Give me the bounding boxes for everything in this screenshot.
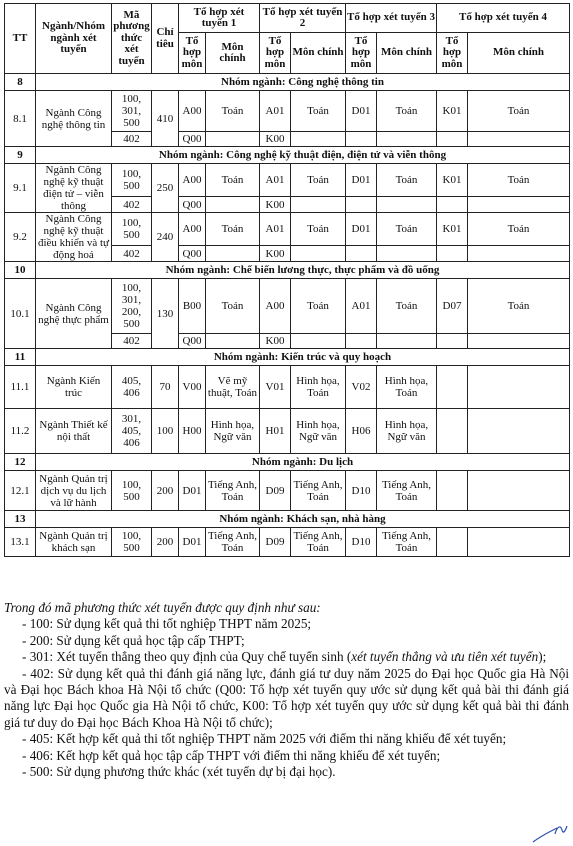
major-name: Ngành Công nghệ thông tin	[36, 91, 112, 147]
combo-code: K00	[260, 246, 291, 262]
empty-cell	[468, 409, 570, 454]
combo-subject: Tiếng Anh, Toán	[377, 471, 437, 511]
combo-subject: Tiếng Anh, Toán	[291, 471, 346, 511]
group-name: Nhóm ngành: Kiến trúc và quy hoạch	[36, 349, 570, 366]
group-name: Nhóm ngành: Công nghệ thông tin	[36, 74, 570, 91]
group-tt: 8	[5, 74, 36, 91]
combo-subject: Toán	[206, 91, 260, 132]
major-name: Ngành Quản trị khách sạn	[36, 528, 112, 557]
combo-code: D10	[346, 471, 377, 511]
major-quota: 240	[152, 213, 179, 262]
major-codes: 100, 500	[112, 213, 152, 246]
major-quota: 250	[152, 164, 179, 213]
group-row	[5, 511, 570, 528]
combo-code: Q00	[179, 197, 206, 213]
empty-cell	[377, 334, 437, 349]
header-to-hop-1: Tổ hợp xét tuyển 1	[179, 4, 260, 33]
combo-subject: Toán	[377, 213, 437, 246]
combo-subject	[206, 334, 260, 349]
combo-code: D01	[346, 213, 377, 246]
combo-code: A01	[260, 91, 291, 132]
group-name: Nhóm ngành: Du lịch	[36, 454, 570, 471]
note-402: - 402: Sử dụng kết quả thi đánh giá năng lực, đánh giá tư duy năm 2025 do Đại học Quốc gia Hà Nội và Đại học Bách khoa Hà Nội tổ chức (Q00: Tổ hợp xét tuyển quy ước sử dụng kết quả bài thi đánh giá năng lực Đại học Quốc gia Hà Nội tổ chức, K00: Tổ hợp xét tuyển quy ước sử dụng kết quả bài thi đánh giá tư duy do Đại học Bách Khoa Hà Nội tổ chức);	[4, 665, 569, 730]
combo-code: A00	[179, 91, 206, 132]
major-tt: 11.2	[5, 409, 36, 454]
group-tt: 10	[5, 262, 36, 279]
empty-cell	[468, 246, 570, 262]
combo-subject: Hình họa, Toán	[377, 366, 437, 409]
combo-code: D01	[179, 471, 206, 511]
combo-subject: Hình họa, Ngữ văn	[291, 409, 346, 454]
combo-subject: Hình họa, Toán	[291, 366, 346, 409]
major-tt: 13.1	[5, 528, 36, 557]
combo-code: A01	[346, 279, 377, 334]
combo-subject: Hình họa, Ngữ văn	[206, 409, 260, 454]
header-mon-chinh: Môn chính	[291, 33, 346, 74]
group-tt: 9	[5, 147, 36, 164]
combo-code: D09	[260, 528, 291, 557]
major-quota: 200	[152, 471, 179, 511]
combo-code: H01	[260, 409, 291, 454]
empty-cell	[377, 246, 437, 262]
combo-code: D09	[260, 471, 291, 511]
major-codes: 405, 406	[112, 366, 152, 409]
group-tt: 11	[5, 349, 36, 366]
combo-subject	[206, 132, 260, 147]
combo-code: A00	[179, 213, 206, 246]
major-codes: 100, 500	[112, 528, 152, 557]
major-name: Ngành Quản trị dịch vụ du lịch và lữ hành	[36, 471, 112, 511]
group-row	[5, 262, 570, 279]
major-tt: 9.1	[5, 164, 36, 213]
combo-code: K00	[260, 334, 291, 349]
combo-code: B00	[179, 279, 206, 334]
major-codes: 402	[112, 197, 152, 213]
group-row	[5, 349, 570, 366]
note-301-text: - 301: Xét tuyển thẳng theo quy định của Quy chế tuyển sinh (	[22, 649, 352, 665]
combo-subject: Toán	[468, 213, 570, 246]
empty-cell	[468, 366, 570, 409]
empty-cell	[377, 132, 437, 147]
note-301-end: );	[538, 649, 547, 665]
empty-cell	[468, 197, 570, 213]
empty-cell	[437, 197, 468, 213]
empty-cell	[468, 528, 570, 557]
header-to-hop-mon: Tổ hợp môn	[179, 33, 206, 74]
table-row	[5, 91, 570, 132]
header-to-hop-4: Tổ hợp xét tuyển 4	[437, 4, 570, 33]
admission-table	[4, 3, 570, 557]
empty-cell	[437, 471, 468, 511]
header-nganh: Ngành/Nhóm ngành xét tuyển	[36, 4, 112, 74]
major-quota: 130	[152, 279, 179, 349]
combo-subject: Toán	[206, 164, 260, 197]
combo-subject: Toán	[468, 164, 570, 197]
major-name: Ngành Công nghệ kỹ thuật điều khiển và tự động hoá	[36, 213, 112, 262]
note-301-italic: xét tuyển thẳng và ưu tiên xét tuyển	[351, 649, 539, 665]
major-tt: 11.1	[5, 366, 36, 409]
major-codes: 301, 405, 406	[112, 409, 152, 454]
header-to-hop-mon: Tổ hợp môn	[260, 33, 291, 74]
group-tt: 12	[5, 454, 36, 471]
combo-code: D10	[346, 528, 377, 557]
major-name: Ngành Công nghệ kỹ thuật điện tử – viễn thông	[36, 164, 112, 213]
header-to-hop-mon: Tổ hợp môn	[346, 33, 377, 74]
group-name: Nhóm ngành: Công nghệ kỹ thuật điện, điện tử và viễn thông	[36, 147, 570, 164]
note-301	[4, 649, 569, 665]
combo-subject: Toán	[291, 279, 346, 334]
note-100: - 100: Sử dụng kết quả thi tốt nghiệp THPT năm 2025;	[22, 616, 312, 632]
combo-subject	[291, 334, 346, 349]
combo-subject: Hình họa, Ngữ văn	[377, 409, 437, 454]
combo-code: D01	[346, 91, 377, 132]
empty-cell	[346, 246, 377, 262]
header-mon-chinh: Môn chính	[206, 33, 260, 74]
combo-code: K01	[437, 164, 468, 197]
combo-subject: Toán	[206, 279, 260, 334]
group-name: Nhóm ngành: Chế biến lương thực, thực phẩm và đồ uống	[36, 262, 570, 279]
major-tt: 9.2	[5, 213, 36, 262]
empty-cell	[468, 132, 570, 147]
major-name: Ngành Thiết kế nội thất	[36, 409, 112, 454]
combo-code: Q00	[179, 132, 206, 147]
combo-subject: Tiếng Anh, Toán	[206, 528, 260, 557]
combo-code: H06	[346, 409, 377, 454]
major-quota: 100	[152, 409, 179, 454]
combo-code: V02	[346, 366, 377, 409]
major-codes: 100, 301, 200, 500	[112, 279, 152, 334]
combo-code: D01	[346, 164, 377, 197]
table-row	[5, 471, 570, 511]
header-ma-phuong-thuc: Mã phương thức xét tuyển	[112, 4, 152, 74]
combo-subject	[291, 132, 346, 147]
combo-code: A01	[260, 164, 291, 197]
empty-cell	[437, 132, 468, 147]
empty-cell	[468, 471, 570, 511]
table-row	[5, 366, 570, 409]
note-405: - 405: Kết hợp kết quả thi tốt nghiệp THPT năm 2025 với điểm thi năng khiếu để xét tuyển;	[22, 731, 507, 747]
combo-subject: Toán	[291, 164, 346, 197]
major-quota: 410	[152, 91, 179, 147]
combo-subject: Tiếng Anh, Toán	[291, 528, 346, 557]
empty-cell	[346, 132, 377, 147]
combo-code: K01	[437, 213, 468, 246]
combo-code: Q00	[179, 334, 206, 349]
table-row	[5, 164, 570, 197]
table-row	[5, 409, 570, 454]
combo-subject: Toán	[206, 213, 260, 246]
major-quota: 70	[152, 366, 179, 409]
group-row	[5, 454, 570, 471]
table-row	[5, 528, 570, 557]
combo-code: Q00	[179, 246, 206, 262]
major-codes: 402	[112, 246, 152, 262]
combo-code: V00	[179, 366, 206, 409]
combo-code: K00	[260, 197, 291, 213]
combo-code: V01	[260, 366, 291, 409]
combo-subject: Tiếng Anh, Toán	[206, 471, 260, 511]
combo-subject: Toán	[291, 91, 346, 132]
combo-code: K01	[437, 91, 468, 132]
major-tt: 12.1	[5, 471, 36, 511]
major-codes: 402	[112, 132, 152, 147]
combo-subject	[291, 197, 346, 213]
notes-section	[4, 600, 569, 780]
notes-intro: Trong đó mã phương thức xét tuyển được quy định như sau:	[4, 600, 321, 615]
major-codes: 100, 500	[112, 471, 152, 511]
combo-subject	[206, 197, 260, 213]
note-500: - 500: Sử dụng phương thức khác (xét tuyển dự bị đại học).	[22, 764, 336, 780]
major-name: Ngành Công nghệ thực phẩm	[36, 279, 112, 349]
combo-code: D01	[179, 528, 206, 557]
combo-code: A00	[179, 164, 206, 197]
header-chi-tieu: Chỉ tiêu	[152, 4, 179, 74]
empty-cell	[437, 409, 468, 454]
combo-subject: Tiếng Anh, Toán	[377, 528, 437, 557]
header-mon-chinh: Môn chính	[377, 33, 437, 74]
combo-code: A00	[260, 279, 291, 334]
major-codes: 100, 500	[112, 164, 152, 197]
group-row	[5, 74, 570, 91]
note-200: - 200: Sử dụng kết quả học tập cấp THPT;	[22, 632, 245, 648]
combo-code: H00	[179, 409, 206, 454]
empty-cell	[437, 528, 468, 557]
header-mon-chinh: Môn chính	[468, 33, 570, 74]
note-406: - 406: Kết hợp kết quả học tập cấp THPT với điểm thi năng khiếu để xét tuyển;	[22, 747, 441, 763]
combo-subject: Toán	[377, 279, 437, 334]
group-name: Nhóm ngành: Khách sạn, nhà hàng	[36, 511, 570, 528]
group-row	[5, 147, 570, 164]
empty-cell	[377, 197, 437, 213]
combo-code: A01	[260, 213, 291, 246]
major-tt: 8.1	[5, 91, 36, 147]
table-row	[5, 213, 570, 246]
combo-subject: Vẽ mỹ thuật, Toán	[206, 366, 260, 409]
header-to-hop-mon: Tổ hợp môn	[437, 33, 468, 74]
empty-cell	[437, 334, 468, 349]
combo-subject: Toán	[291, 213, 346, 246]
group-tt: 13	[5, 511, 36, 528]
empty-cell	[346, 197, 377, 213]
major-name: Ngành Kiến trúc	[36, 366, 112, 409]
empty-cell	[468, 334, 570, 349]
major-tt: 10.1	[5, 279, 36, 349]
major-quota: 200	[152, 528, 179, 557]
combo-subject: Toán	[377, 91, 437, 132]
combo-subject	[206, 246, 260, 262]
combo-subject: Toán	[468, 91, 570, 132]
combo-code: K00	[260, 132, 291, 147]
header-to-hop-3: Tổ hợp xét tuyển 3	[346, 4, 437, 33]
signature-mark	[531, 822, 569, 844]
combo-subject	[291, 246, 346, 262]
empty-cell	[437, 246, 468, 262]
major-codes: 100, 301, 500	[112, 91, 152, 132]
empty-cell	[346, 334, 377, 349]
header-to-hop-2: Tổ hợp xét tuyển 2	[260, 4, 346, 33]
combo-subject: Toán	[377, 164, 437, 197]
header-tt: TT	[5, 4, 36, 74]
combo-code: D07	[437, 279, 468, 334]
major-codes: 402	[112, 334, 152, 349]
empty-cell	[437, 366, 468, 409]
combo-subject: Toán	[468, 279, 570, 334]
table-row	[5, 279, 570, 334]
